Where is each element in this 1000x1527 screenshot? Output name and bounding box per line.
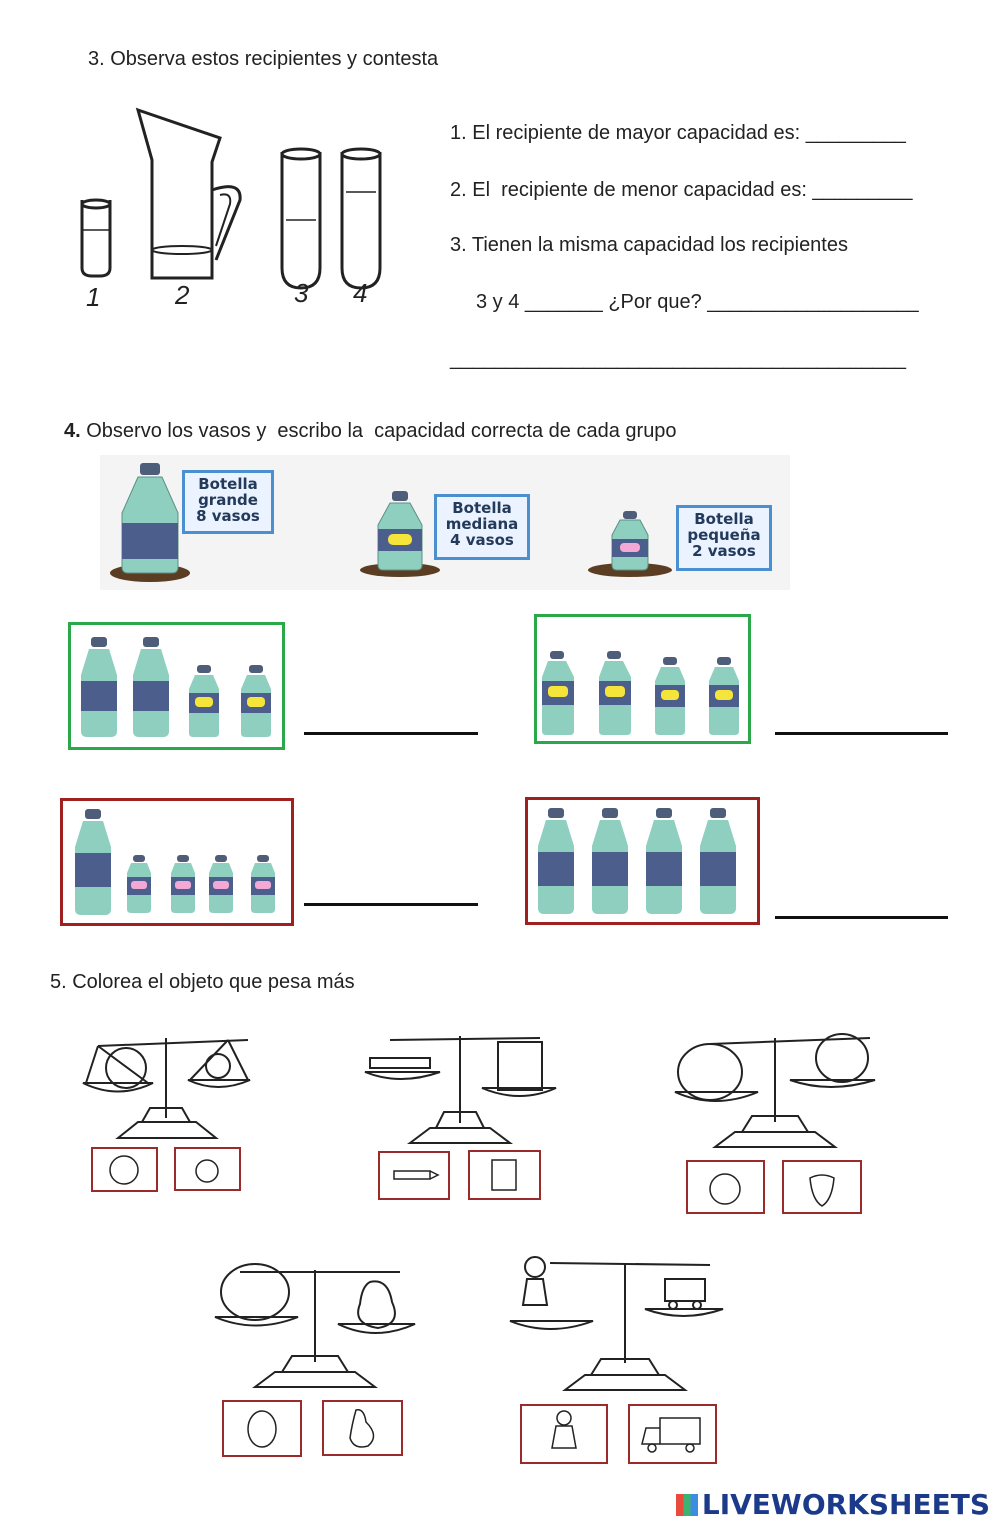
bottle-group-2: [534, 614, 751, 744]
apple-icon: [710, 1174, 740, 1204]
logo-text: LIVEWORKSHEETS: [701, 1488, 990, 1521]
question-2: 2. El recipiente de menor capacidad es: _________: [450, 179, 913, 201]
bottle-group-1: [68, 622, 285, 750]
glass-1-icon: [82, 200, 110, 276]
section3-title: 3. Observa estos recipientes y contesta: [88, 48, 439, 70]
tangerine-icon: [196, 1160, 218, 1182]
option-bag-box[interactable]: [222, 1400, 302, 1457]
answer-line-group-2[interactable]: [775, 732, 948, 735]
papaya-icon: [350, 1410, 374, 1447]
doll-icon: [552, 1411, 576, 1448]
logo-mark-icon: [676, 1494, 698, 1516]
scale-4-icon: [210, 1252, 430, 1392]
legend-medium-line3: 4 vasos: [450, 530, 514, 549]
section4-title-text: Observo los vasos y escribo la capacidad correcta de cada grupo: [80, 420, 677, 442]
option-apple-box[interactable]: [686, 1160, 765, 1214]
legend-medium-line1: Botella: [452, 499, 512, 517]
legend-big-line2: grande: [198, 490, 258, 509]
scale-5-icon: [505, 1245, 735, 1395]
strawberry-icon: [810, 1175, 834, 1206]
scale-3-icon: [670, 1022, 890, 1152]
container-label-3: 3: [294, 278, 309, 308]
container-label-4: 4: [353, 278, 368, 308]
container-label-1: 1: [86, 282, 101, 312]
option-doll-box[interactable]: [520, 1404, 608, 1464]
egg-icon: [248, 1411, 276, 1447]
legend-medium-line2: mediana: [445, 514, 519, 533]
question-3-answer-line: 3 y 4 _______ ¿Por que? ___________________: [476, 291, 919, 313]
legend-big-line1: Botella: [198, 475, 258, 493]
section5-title: 5. Colorea el objeto que pesa más: [50, 971, 355, 993]
legend-medium-bottle: [434, 494, 530, 560]
book-icon: [492, 1160, 516, 1190]
legend-small-bottle: [676, 505, 772, 571]
option-book-box[interactable]: [468, 1150, 541, 1200]
legend-big-bottle: [182, 470, 274, 534]
section4-title: [64, 420, 677, 443]
option-tangerine-box[interactable]: [174, 1147, 241, 1191]
question-3-extra-line: _________________________________________: [450, 348, 907, 370]
option-truck-box[interactable]: [628, 1404, 717, 1464]
question-3: 3. Tienen la misma capacidad los recipientes: [450, 234, 848, 256]
bottle-group-1-bottles: [71, 625, 282, 747]
legend-small-line2: pequeña: [687, 525, 761, 544]
bottle-group-4: [525, 797, 760, 925]
jug-2-icon: [138, 110, 240, 278]
scale-2-icon: [360, 1028, 560, 1148]
liveworksheets-logo: [676, 1488, 990, 1521]
section4-number: 4.: [64, 420, 81, 442]
truck-icon: [642, 1418, 700, 1452]
question-1: 1. El recipiente de mayor capacidad es: _________: [450, 122, 906, 144]
pencil-icon: [394, 1171, 438, 1179]
bottle-group-4-bottles: [528, 800, 757, 922]
orange-icon: [110, 1156, 138, 1184]
tube-4-icon: [342, 149, 380, 288]
legend-small-line3: 2 vasos: [692, 541, 756, 560]
container-label-2: 2: [175, 280, 190, 310]
legend-big-line3: 8 vasos: [196, 506, 260, 525]
scale-1-icon: [78, 1028, 258, 1143]
bottle-group-2-bottles: [537, 617, 748, 741]
option-papaya-box[interactable]: [322, 1400, 403, 1456]
legend-small-line1: Botella: [694, 510, 754, 528]
answer-line-group-4[interactable]: [775, 916, 948, 919]
bottle-group-3: [60, 798, 294, 926]
bottle-group-3-bottles: [63, 801, 291, 923]
answer-line-group-1[interactable]: [304, 732, 478, 735]
option-orange-box[interactable]: [91, 1147, 158, 1192]
tube-3-icon: [282, 149, 320, 288]
option-strawberry-box[interactable]: [782, 1160, 862, 1214]
answer-line-group-3[interactable]: [304, 903, 478, 906]
option-pencil-box[interactable]: [378, 1151, 450, 1200]
